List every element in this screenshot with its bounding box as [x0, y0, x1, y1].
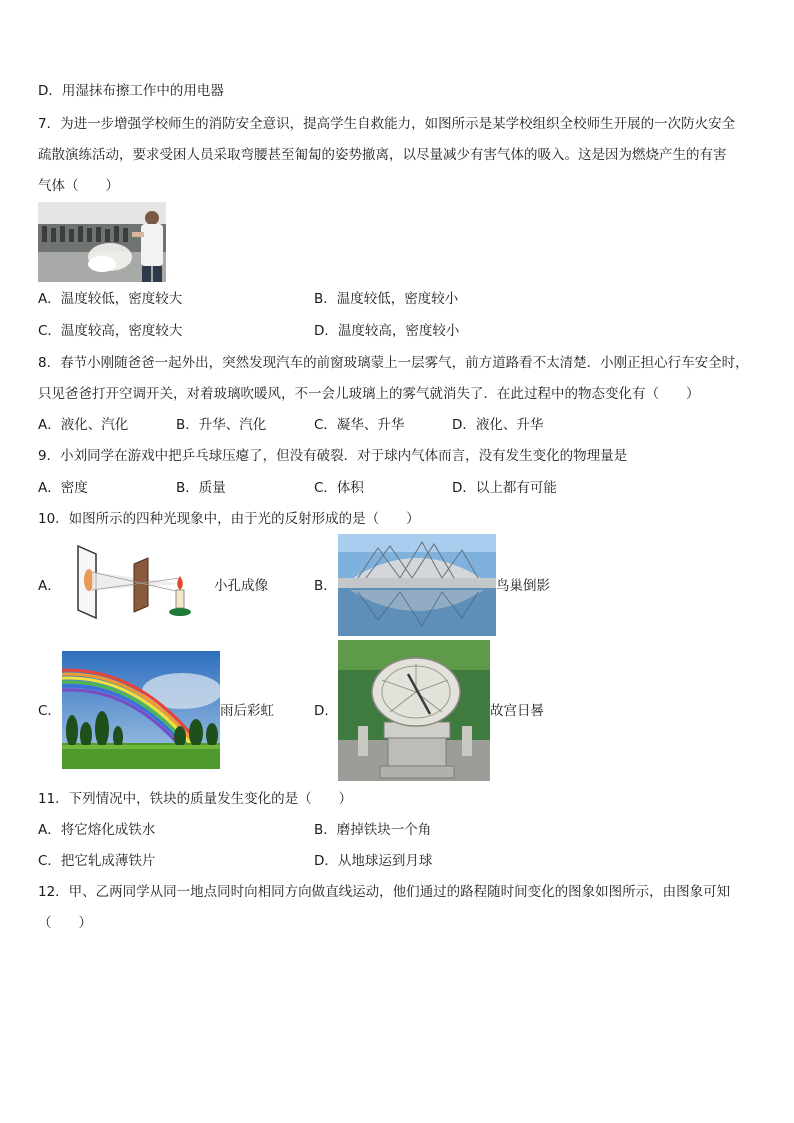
- q9-option-a: A．密度: [38, 480, 88, 496]
- q6-option-d: D．用湿抹布擦工作中的用电器: [38, 83, 224, 99]
- q7-stem-line-2: 疏散演练活动，要求受困人员采取弯腰甚至匍匐的姿势撤离，以尽量减少有害气体的吸入。这是因为燃烧产生的有害: [38, 147, 727, 163]
- q8-option-c: C．凝华、升华: [314, 417, 405, 433]
- q10-letter-c: C．: [38, 703, 61, 719]
- q8-option-b: B．升华、汽化: [176, 417, 267, 433]
- q10-caption-d: 故宫日晷: [490, 703, 544, 719]
- q8-stem-line-2: 只见爸爸打开空调开关，对着玻璃吹暖风，不一会儿玻璃上的雾气就消失了．在此过程中的物态变化有（ ）: [38, 386, 700, 402]
- pinhole-imaging-diagram: [72, 542, 204, 622]
- q8-stem-line-1: 8．春节小刚随爸爸一起外出，突然发现汽车的前窗玻璃蒙上一层雾气，前方道路看不太清楚．小刚正担心行车安全时，: [38, 355, 749, 371]
- q7-option-c: C．温度较高，密度较大: [38, 323, 183, 339]
- q9-option-d: D．以上都有可能: [452, 480, 557, 496]
- q10-caption-c: 雨后彩虹: [220, 703, 274, 719]
- q10-letter-b: B．: [314, 578, 337, 594]
- q7-option-b: B．温度较低，密度较小: [314, 291, 459, 307]
- q12-stem-line-1: 12．甲、乙两同学从同一地点同时向相同方向做直线运动，他们通过的路程随时间变化的图象如图所示，由图象可知: [38, 884, 731, 900]
- sundial-photo: [338, 640, 490, 781]
- q10-caption-b: 鸟巢倒影: [496, 578, 550, 594]
- q8-option-a: A．液化、汽化: [38, 417, 129, 433]
- q9-option-b: B．质量: [176, 480, 226, 496]
- q11-option-c: C．把它轧成薄铁片: [38, 853, 156, 869]
- q7-option-d: D．温度较高，密度较小: [314, 323, 460, 339]
- rainbow-photo: [62, 651, 220, 769]
- q10-caption-a: 小孔成像: [214, 578, 268, 594]
- q10-stem: 10．如图所示的四种光现象中，由于光的反射形成的是（ ）: [38, 511, 420, 527]
- q8-option-d: D．液化、升华: [452, 417, 544, 433]
- q9-option-c: C．体积: [314, 480, 364, 496]
- q11-option-b: B．磨掉铁块一个角: [314, 822, 432, 838]
- q10-letter-d: D．: [314, 703, 338, 719]
- q11-option-d: D．从地球运到月球: [314, 853, 433, 869]
- q10-letter-a: A．: [38, 578, 61, 594]
- fire-drill-photo: [38, 202, 166, 282]
- birds-nest-reflection-photo: [338, 534, 496, 636]
- q7-stem-line-3: 气体（ ）: [38, 178, 119, 194]
- q12-stem-line-2: （ ）: [38, 915, 92, 931]
- q9-stem: 9．小刘同学在游戏中把乒乓球压瘪了，但没有破裂．对于球内气体而言，没有发生变化的物理量是: [38, 448, 628, 464]
- q7-option-a: A．温度较低，密度较大: [38, 291, 183, 307]
- q11-stem: 11．下列情况中，铁块的质量发生变化的是（ ）: [38, 791, 353, 807]
- q7-stem-line-1: 7．为进一步增强学校师生的消防安全意识，提高学生自救能力，如图所示是某学校组织全校师生开展的一次防火安全: [38, 116, 736, 132]
- q11-option-a: A．将它熔化成铁水: [38, 822, 156, 838]
